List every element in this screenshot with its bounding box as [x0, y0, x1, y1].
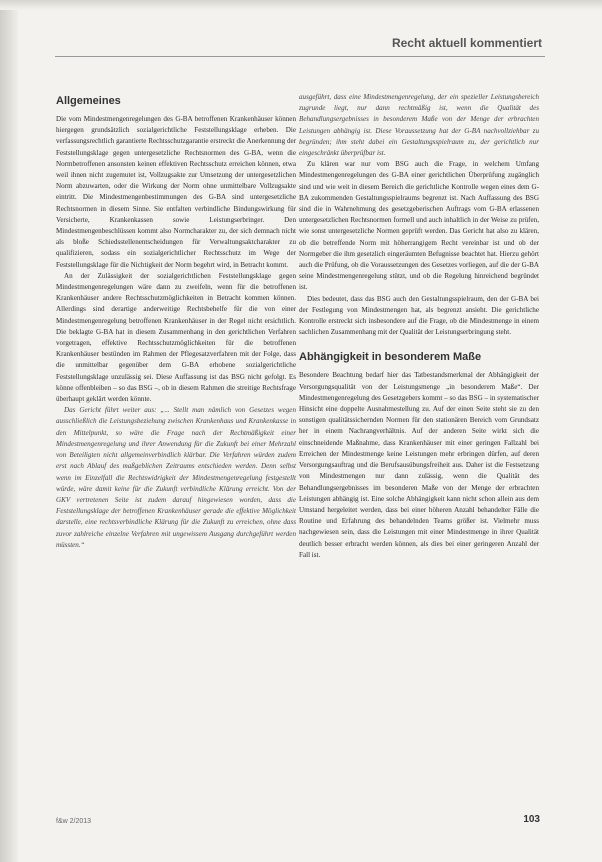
right-paragraph-3: Besondere Beachtung bedarf hier das Tatbestandsmerkmal der Abhängigkeit der Versorgungsqualität von der Leistungsmenge „in besonderem Maße“. Der Mindestmengenregelung des Gesetzgebers kommt – so das BSG – in systematischer Hinsicht eine doppelte Ausnahmestellung zu. Auf der einen Seite steht sie zu den sonstigen qualitätssichernden Normen für den stationären Bereich vom Grundsatz her in einem Nachrangverhältnis. Auf der anderen Seite wirkt sich die einschneidende Maßnahme, dass Krankenhäuser mit einer geringen Fallzahl bei Erreichen der Mindestmenge keine Leistungen mehr erbringen dürfen, auf deren Versorgungsauftrag und die Berufsausübungsfreiheit aus. Daher ist die Festsetzung von Mindestmengen nur dann zulässig, wenn die Qualität des Behandlungsergebnisses im besonderen Maße von der Menge der erbrachten Leistungen abhängig ist. Eine solche Abhängigkeit kann nicht schon allein aus dem Umstand hergeleitet werden, dass bei einer höheren Anzahl behandelter Fälle die Routine und Erfahrung des behandelnden Teams größer ist. Vielmehr muss nachgewiesen sein, dass die Leistungen mit einer Mindestmenge in ihrer Qualität deutlich besser erbracht werden können, als dies bei einer geringeren Anzahl der Fall ist. [299, 371, 539, 559]
footer-publication: f&w 2/2013 [56, 818, 92, 825]
right-column [299, 92, 539, 561]
header-rule [55, 56, 545, 57]
left-paragraph-1: Die vom Mindestmengenregelungen des G-BA betroffenen Krankenhäuser können hiergegen grundsätzlich sozialgerichtliche Feststellungsklage erheben. Die verfassungsrechtlich garantierte Rechtsschutzgarantie erstreckt die Anerkennung der Feststellungsklage gegen untergesetzliche Rechtsnormen des G-BA, wenn die Normbetroffenen ansonsten keinen effektiven Rechtsschutz erreichen können, etwa weil ihnen nicht zugemutet ist, Vollzugsakte zur Umsetzung der untergesetzlichen Norm abzuwarten, oder die Wirkung der Norm ohne unmittelbare Vollzugsakte eintritt. Die Mindestmengenbestimmungen des G-BA sind untergesetzliche Rechtsnormen in diesem Sinne. Sie entfalten verbindliche Bindungswirkung für Versicherte, Krankenkassen sowie Leistungserbringer. Den Mindestmengenbeschlüssen kommt also Normcharakter zu, der sich demnach nicht als bloße Schiedsstellenentscheidungen für Verwaltungsaktcharakter zu qualifizieren, sodass ein sozialgerichtlicher Rechtsschutz im Wege der Feststellungsklage für die Nichtigkeit der Norm begehrt wird, in Betracht kommt. [56, 115, 296, 269]
left-quote: Das Gericht führt weiter aus: „... Stellt man nämlich von Gesetzes wegen ausschließlich die Leistungsbeziehung zwischen Krankenhaus und Krankenkasse in den Mittelpunkt, so wäre die Frage nach der Rechtmäßigkeit einer Mindestmengenregelung und ihrer Anwendung für die Zukunft bei einer Mehrzahl von Beteiligten nicht allgemeinverbindlich klärbar. Die Verfahren würden zudem erst nach Ablauf des maßgeblichen Zeitraums entschieden werden. Denn selbst wenn im Einzelfall die Rechtswidrigkeit der Mindestmengenregelung festgestellt würde, wäre damit keine für die Zukunft verbindliche Klärung erreicht. Von der GKV vertretenen Seite ist zudem darauf hingewiesen worden, dass die Feststellungsklage der betroffenen Krankenhäuser gerade die effektive Möglichkeit darstelle, eine rechtsverbindliche Klärung für die Zukunft zu erreichen, ohne dass zuvor zahlreiche einzelne Verfahren mit ungewissem Ausgang durchgeführt werden müssten.“ [56, 406, 296, 549]
heading-abhaengigkeit: Abhängigkeit in besonderem Maße [299, 351, 482, 364]
left-column [56, 92, 296, 551]
right-top-quote: ausgeführt, dass eine Mindestmengenregelung, der ein spezieller Leistungsbereich zugrunde liegt, nur dann rechtmäßig ist, wenn die Qualität des Behandlungsergebnisses in besonderem Maße von der Menge der erbrachten Leistungen abhängig ist. Diese Voraussetzung hat der G-BA nachvollziehbar zu begründen; ihm steht dabei ein Gestaltungsspielraum zu, der gerichtlich nur eingeschränkt überprüfbar ist. [299, 93, 539, 158]
left-paragraph-2: An der Zulässigkeit der sozialgerichtlichen Feststellungsklage gegen Mindestmengenregelungen wäre dann zu zweifeln, wenn für die betroffenen Krankenhäuser andere Rechtsschutzmöglichkeiten in Betracht kommen können. Allerdings sind derartige anderweitige Rechtsbehelfe für die von einer Mindestmengenregelung betroffenen Krankenhäuser in der Regel nicht ersichtlich. Die beklagte G-BA hat in diesem Zusammenhang in den gerichtlichen Verfahren vorgetragen, effektive Rechtsschutzmöglichkeiten für die betroffenen Krankenhäuser bestünden im Rahmen der Pflegesatzverfahren mit der Folge, dass die unmittelbar gegenüber dem G-BA erhobene sozialgerichtliche Feststellungsklage unzulässig sei. Diese Auffassung ist das BSG nicht gefolgt. Es könne offenbleiben – so das BSG –, ob in diesem Rahmen die streitige Rechtsfrage überhaupt geklärt werden könnte. [56, 271, 296, 404]
page-shadow-top [0, 0, 602, 10]
right-paragraph-2: Dies bedeutet, dass das BSG auch den Gestaltungsspielraum, den der G-BA bei der Festlegung von Mindestmengen hat, als begrenzt ansieht. Die gerichtliche Kontrolle erstreckt sich insbesondere auf die Frage, ob die Mindestmenge in einem sachlichen Zusammenhang mit der Qualität der Leistungserbringung steht. [299, 294, 539, 337]
right-paragraph-1: Zu klären war nur vom BSG auch die Frage, in welchem Umfang Mindestmengenregelungen des G-BA einer gerichtlichen Überprüfung zugänglich sind und wie weit in diesem Bereich die gerichtliche Kontrolle wegen eines dem G-BA zukommenden Gestaltungsspielraums begrenzt ist. Nach Auffassung des BSG sind die in Wahrnehmung des gesetzgeberischen Auftrags vom G-BA erlassenen untergesetzlichen Rechtsnormen formell und auch inhaltlich in der Weise zu prüfen, wie sonst untergesetzliche Normen geprüft werden. Das Gericht hat also zu klären, ob die betreffende Norm mit höherrangigem Recht vereinbar ist und ob der Normgeber die ihm gesetzlich eingeräumten Befugnisse beachtet hat. Hierzu gehört auch die Prüfung, ob die Voraussetzungen des Gesetzes vorliegen, auf die der G-BA seine Mindestmengenregelung stützt, und ob die Regelung hinreichend begründet ist. [299, 160, 539, 292]
heading-allgemeines: Allgemeines [56, 95, 121, 107]
page-number: 103 [523, 814, 540, 825]
page-shadow-left [0, 0, 18, 862]
section-header-title: Recht aktuell kommentiert [391, 36, 542, 50]
